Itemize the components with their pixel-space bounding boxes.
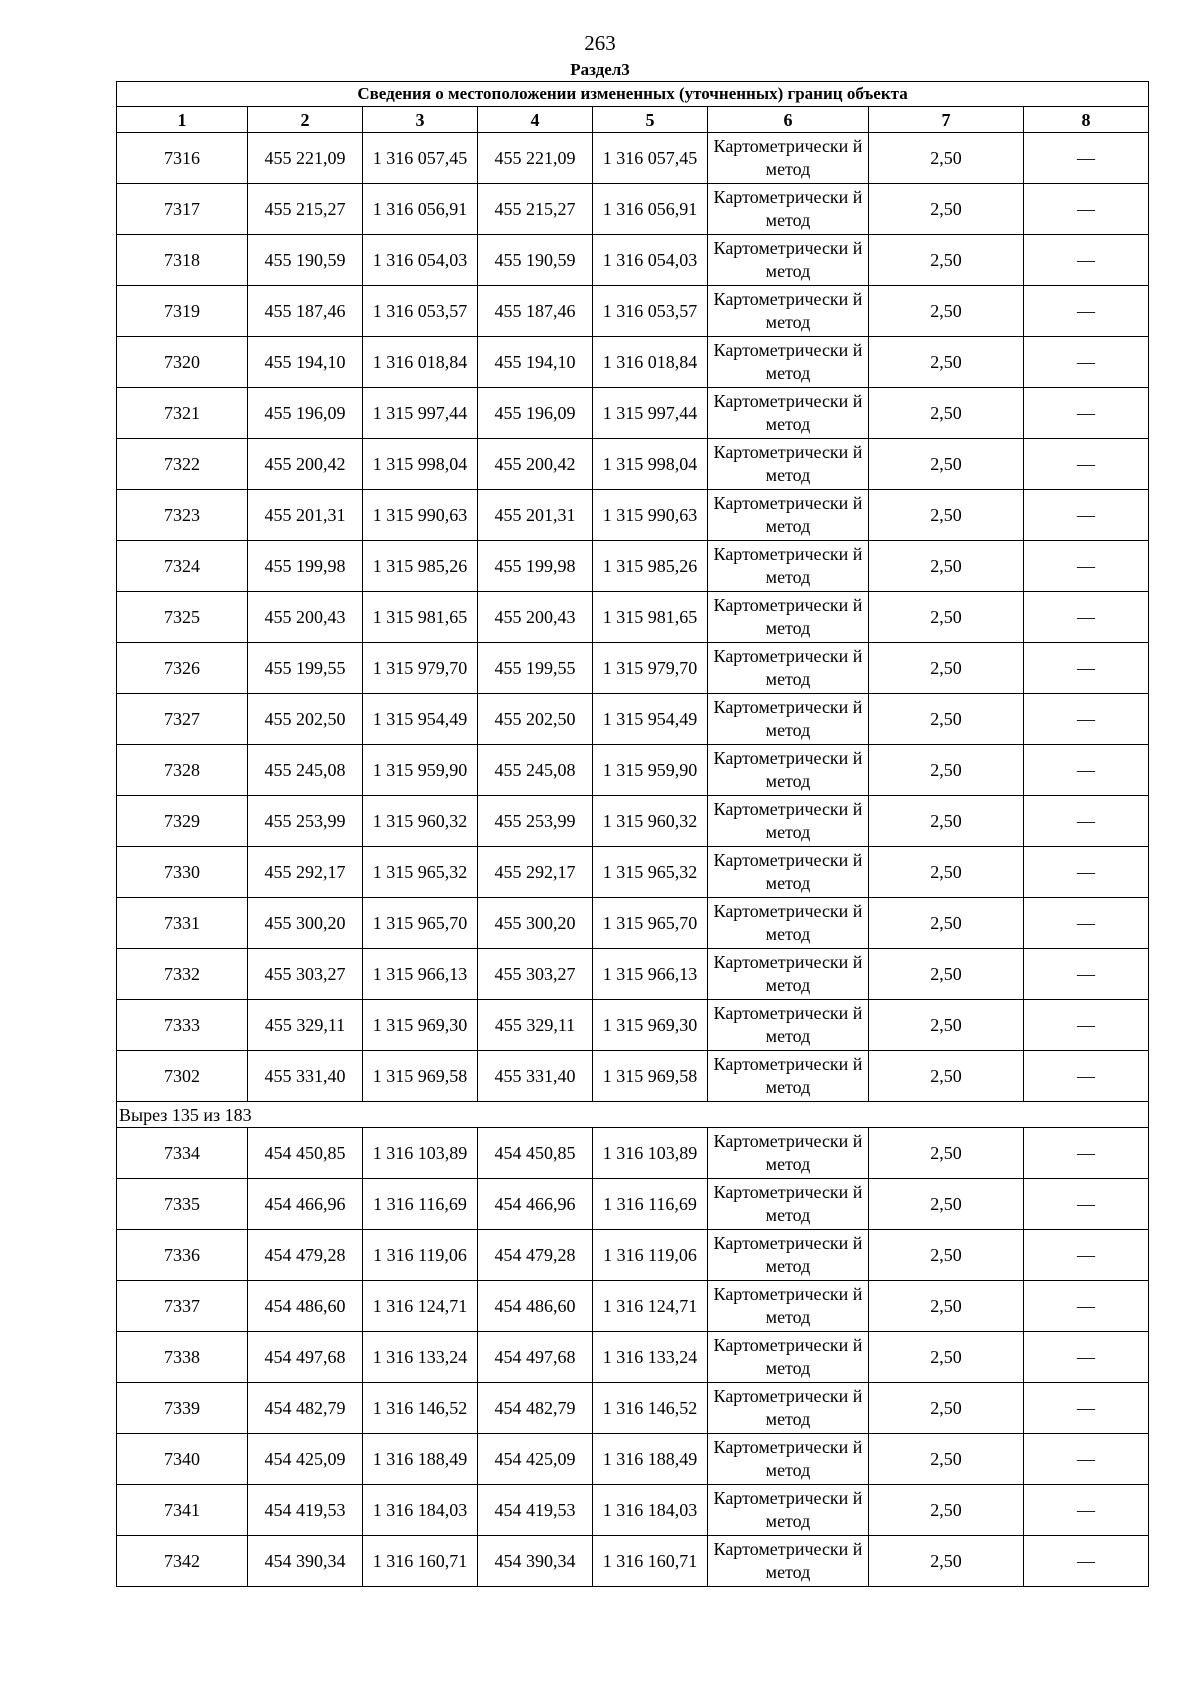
x-old-cell: 454 425,09 (248, 1434, 363, 1485)
accuracy-cell: 2,50 (869, 898, 1024, 949)
accuracy-cell: 2,50 (869, 1536, 1024, 1587)
table-row (117, 949, 1149, 1000)
y-new-cell: 1 315 959,90 (593, 745, 708, 796)
table-row (117, 1332, 1149, 1383)
x-old-cell: 455 329,11 (248, 1000, 363, 1051)
y-new-cell: 1 316 188,49 (593, 1434, 708, 1485)
description-cell: — (1024, 1051, 1149, 1102)
y-new-cell: 1 315 985,26 (593, 541, 708, 592)
description-cell: — (1024, 337, 1149, 388)
table-row (117, 1179, 1149, 1230)
x-old-cell: 455 201,31 (248, 490, 363, 541)
x-old-cell: 455 202,50 (248, 694, 363, 745)
accuracy-cell: 2,50 (869, 1485, 1024, 1536)
point-number-cell: 7330 (117, 847, 248, 898)
x-old-cell: 455 196,09 (248, 388, 363, 439)
accuracy-cell: 2,50 (869, 949, 1024, 1000)
point-number-cell: 7332 (117, 949, 248, 1000)
method-cell: Картометрически й метод (708, 1485, 869, 1536)
method-cell: Картометрически й метод (708, 1383, 869, 1434)
y-new-cell: 1 316 124,71 (593, 1281, 708, 1332)
accuracy-cell: 2,50 (869, 184, 1024, 235)
method-cell: Картометрически й метод (708, 1332, 869, 1383)
accuracy-cell: 2,50 (869, 1383, 1024, 1434)
y-new-cell: 1 316 053,57 (593, 286, 708, 337)
table-row (117, 1434, 1149, 1485)
y-old-cell: 1 316 184,03 (363, 1485, 478, 1536)
method-cell: Картометрически й метод (708, 1179, 869, 1230)
accuracy-cell: 2,50 (869, 1281, 1024, 1332)
accuracy-cell: 2,50 (869, 490, 1024, 541)
y-new-cell: 1 315 997,44 (593, 388, 708, 439)
x-old-cell: 454 390,34 (248, 1536, 363, 1587)
x-old-cell: 454 479,28 (248, 1230, 363, 1281)
y-old-cell: 1 315 981,65 (363, 592, 478, 643)
x-old-cell: 455 200,43 (248, 592, 363, 643)
y-new-cell: 1 315 998,04 (593, 439, 708, 490)
x-new-cell: 454 466,96 (478, 1179, 593, 1230)
description-cell: — (1024, 1000, 1149, 1051)
y-new-cell: 1 316 056,91 (593, 184, 708, 235)
x-old-cell: 455 253,99 (248, 796, 363, 847)
x-new-cell: 454 450,85 (478, 1128, 593, 1179)
x-old-cell: 455 190,59 (248, 235, 363, 286)
description-cell: — (1024, 184, 1149, 235)
accuracy-cell: 2,50 (869, 1179, 1024, 1230)
accuracy-cell: 2,50 (869, 388, 1024, 439)
table-body (117, 133, 1149, 1587)
y-old-cell: 1 316 116,69 (363, 1179, 478, 1230)
point-number-cell: 7316 (117, 133, 248, 184)
y-old-cell: 1 316 054,03 (363, 235, 478, 286)
method-cell: Картометрически й метод (708, 1128, 869, 1179)
y-new-cell: 1 315 966,13 (593, 949, 708, 1000)
column-header: 3 (363, 107, 478, 133)
accuracy-cell: 2,50 (869, 439, 1024, 490)
x-new-cell: 455 201,31 (478, 490, 593, 541)
x-new-cell: 455 300,20 (478, 898, 593, 949)
accuracy-cell: 2,50 (869, 592, 1024, 643)
point-number-cell: 7337 (117, 1281, 248, 1332)
accuracy-cell: 2,50 (869, 1000, 1024, 1051)
method-cell: Картометрически й метод (708, 388, 869, 439)
x-old-cell: 455 194,10 (248, 337, 363, 388)
y-old-cell: 1 315 969,30 (363, 1000, 478, 1051)
method-cell: Картометрически й метод (708, 133, 869, 184)
y-new-cell: 1 316 057,45 (593, 133, 708, 184)
x-new-cell: 454 425,09 (478, 1434, 593, 1485)
table-row (117, 847, 1149, 898)
accuracy-cell: 2,50 (869, 133, 1024, 184)
x-old-cell: 455 303,27 (248, 949, 363, 1000)
x-old-cell: 455 292,17 (248, 847, 363, 898)
table-row (117, 592, 1149, 643)
accuracy-cell: 2,50 (869, 847, 1024, 898)
y-new-cell: 1 315 965,70 (593, 898, 708, 949)
table-row (117, 1051, 1149, 1102)
y-new-cell: 1 316 119,06 (593, 1230, 708, 1281)
x-new-cell: 454 419,53 (478, 1485, 593, 1536)
x-old-cell: 454 486,60 (248, 1281, 363, 1332)
point-number-cell: 7324 (117, 541, 248, 592)
y-new-cell: 1 315 954,49 (593, 694, 708, 745)
point-number-cell: 7333 (117, 1000, 248, 1051)
x-new-cell: 455 221,09 (478, 133, 593, 184)
accuracy-cell: 2,50 (869, 796, 1024, 847)
column-header: 2 (248, 107, 363, 133)
group-label: Вырез 135 из 183 (117, 1102, 1149, 1128)
description-cell: — (1024, 439, 1149, 490)
x-new-cell: 455 199,98 (478, 541, 593, 592)
table-row (117, 1128, 1149, 1179)
y-old-cell: 1 316 056,91 (363, 184, 478, 235)
x-new-cell: 455 196,09 (478, 388, 593, 439)
x-new-cell: 454 482,79 (478, 1383, 593, 1434)
point-number-cell: 7318 (117, 235, 248, 286)
x-old-cell: 455 221,09 (248, 133, 363, 184)
section-title: Раздел3 (570, 60, 630, 79)
accuracy-cell: 2,50 (869, 694, 1024, 745)
table-row (117, 286, 1149, 337)
table-row (117, 1230, 1149, 1281)
table-row (117, 1383, 1149, 1434)
point-number-cell: 7329 (117, 796, 248, 847)
description-cell: — (1024, 286, 1149, 337)
x-new-cell: 455 200,43 (478, 592, 593, 643)
description-cell: — (1024, 592, 1149, 643)
x-new-cell: 455 215,27 (478, 184, 593, 235)
description-cell: — (1024, 949, 1149, 1000)
method-cell: Картометрически й метод (708, 949, 869, 1000)
y-new-cell: 1 315 990,63 (593, 490, 708, 541)
description-cell: — (1024, 643, 1149, 694)
method-cell: Картометрически й метод (708, 490, 869, 541)
point-number-cell: 7339 (117, 1383, 248, 1434)
group-row (117, 1102, 1149, 1128)
description-cell: — (1024, 490, 1149, 541)
y-new-cell: 1 316 133,24 (593, 1332, 708, 1383)
description-cell: — (1024, 1281, 1149, 1332)
table-row (117, 1485, 1149, 1536)
description-cell: — (1024, 541, 1149, 592)
x-new-cell: 455 200,42 (478, 439, 593, 490)
method-cell: Картометрически й метод (708, 235, 869, 286)
method-cell: Картометрически й метод (708, 1434, 869, 1485)
method-cell: Картометрически й метод (708, 898, 869, 949)
accuracy-cell: 2,50 (869, 337, 1024, 388)
x-old-cell: 455 200,42 (248, 439, 363, 490)
description-cell: — (1024, 388, 1149, 439)
accuracy-cell: 2,50 (869, 235, 1024, 286)
description-cell: — (1024, 796, 1149, 847)
y-new-cell: 1 316 116,69 (593, 1179, 708, 1230)
method-cell: Картометрически й метод (708, 745, 869, 796)
accuracy-cell: 2,50 (869, 1230, 1024, 1281)
x-new-cell: 455 329,11 (478, 1000, 593, 1051)
point-number-cell: 7325 (117, 592, 248, 643)
point-number-cell: 7334 (117, 1128, 248, 1179)
description-cell: — (1024, 1485, 1149, 1536)
table-row (117, 490, 1149, 541)
description-cell: — (1024, 1230, 1149, 1281)
x-new-cell: 455 202,50 (478, 694, 593, 745)
point-number-cell: 7336 (117, 1230, 248, 1281)
table-row (117, 643, 1149, 694)
description-cell: — (1024, 133, 1149, 184)
column-header: 4 (478, 107, 593, 133)
column-header: 8 (1024, 107, 1149, 133)
x-old-cell: 455 300,20 (248, 898, 363, 949)
point-number-cell: 7321 (117, 388, 248, 439)
y-new-cell: 1 316 054,03 (593, 235, 708, 286)
point-number-cell: 7320 (117, 337, 248, 388)
x-old-cell: 454 450,85 (248, 1128, 363, 1179)
table-row (117, 541, 1149, 592)
point-number-cell: 7340 (117, 1434, 248, 1485)
accuracy-cell: 2,50 (869, 541, 1024, 592)
y-old-cell: 1 315 985,26 (363, 541, 478, 592)
x-new-cell: 454 390,34 (478, 1536, 593, 1587)
y-new-cell: 1 316 160,71 (593, 1536, 708, 1587)
table-row (117, 184, 1149, 235)
accuracy-cell: 2,50 (869, 286, 1024, 337)
point-number-cell: 7335 (117, 1179, 248, 1230)
y-new-cell: 1 315 979,70 (593, 643, 708, 694)
description-cell: — (1024, 898, 1149, 949)
table-row (117, 745, 1149, 796)
y-old-cell: 1 315 960,32 (363, 796, 478, 847)
description-cell: — (1024, 235, 1149, 286)
x-old-cell: 454 497,68 (248, 1332, 363, 1383)
point-number-cell: 7328 (117, 745, 248, 796)
accuracy-cell: 2,50 (869, 1128, 1024, 1179)
y-new-cell: 1 315 969,58 (593, 1051, 708, 1102)
y-old-cell: 1 316 124,71 (363, 1281, 478, 1332)
table-row (117, 1000, 1149, 1051)
description-cell: — (1024, 1383, 1149, 1434)
y-old-cell: 1 316 053,57 (363, 286, 478, 337)
point-number-cell: 7326 (117, 643, 248, 694)
method-cell: Картометрически й метод (708, 337, 869, 388)
point-number-cell: 7341 (117, 1485, 248, 1536)
x-new-cell: 455 331,40 (478, 1051, 593, 1102)
method-cell: Картометрически й метод (708, 1536, 869, 1587)
y-old-cell: 1 316 146,52 (363, 1383, 478, 1434)
method-cell: Картометрически й метод (708, 592, 869, 643)
y-old-cell: 1 316 133,24 (363, 1332, 478, 1383)
point-number-cell: 7342 (117, 1536, 248, 1587)
description-cell: — (1024, 1179, 1149, 1230)
table-row (117, 388, 1149, 439)
accuracy-cell: 2,50 (869, 1332, 1024, 1383)
accuracy-cell: 2,50 (869, 1434, 1024, 1485)
table-row (117, 1281, 1149, 1332)
x-new-cell: 454 479,28 (478, 1230, 593, 1281)
method-cell: Картометрически й метод (708, 1281, 869, 1332)
method-cell: Картометрически й метод (708, 439, 869, 490)
table-row (117, 796, 1149, 847)
x-old-cell: 454 419,53 (248, 1485, 363, 1536)
y-old-cell: 1 315 966,13 (363, 949, 478, 1000)
x-old-cell: 455 331,40 (248, 1051, 363, 1102)
accuracy-cell: 2,50 (869, 745, 1024, 796)
description-cell: — (1024, 694, 1149, 745)
x-new-cell: 455 292,17 (478, 847, 593, 898)
table-row (117, 235, 1149, 286)
method-cell: Картометрически й метод (708, 286, 869, 337)
x-new-cell: 455 187,46 (478, 286, 593, 337)
y-old-cell: 1 315 979,70 (363, 643, 478, 694)
y-old-cell: 1 316 188,49 (363, 1434, 478, 1485)
description-cell: — (1024, 1434, 1149, 1485)
y-old-cell: 1 315 990,63 (363, 490, 478, 541)
y-old-cell: 1 316 057,45 (363, 133, 478, 184)
x-new-cell: 455 190,59 (478, 235, 593, 286)
column-header: 7 (869, 107, 1024, 133)
table-row (117, 133, 1149, 184)
x-old-cell: 455 187,46 (248, 286, 363, 337)
description-cell: — (1024, 745, 1149, 796)
y-old-cell: 1 315 954,49 (363, 694, 478, 745)
y-new-cell: 1 316 103,89 (593, 1128, 708, 1179)
description-cell: — (1024, 1128, 1149, 1179)
accuracy-cell: 2,50 (869, 643, 1024, 694)
method-cell: Картометрически й метод (708, 643, 869, 694)
page-number: 263 (584, 31, 616, 55)
table-row (117, 898, 1149, 949)
y-new-cell: 1 316 146,52 (593, 1383, 708, 1434)
point-number-cell: 7338 (117, 1332, 248, 1383)
y-new-cell: 1 315 965,32 (593, 847, 708, 898)
column-header-row (117, 107, 1149, 133)
table-row (117, 439, 1149, 490)
method-cell: Картометрически й метод (708, 694, 869, 745)
description-cell: — (1024, 847, 1149, 898)
point-number-cell: 7327 (117, 694, 248, 745)
point-number-cell: 7323 (117, 490, 248, 541)
table-caption: Сведения о местоположении измененных (уточненных) границ объекта (117, 82, 1149, 107)
method-cell: Картометрически й метод (708, 184, 869, 235)
y-old-cell: 1 316 160,71 (363, 1536, 478, 1587)
point-number-cell: 7322 (117, 439, 248, 490)
method-cell: Картометрически й метод (708, 1230, 869, 1281)
x-old-cell: 455 199,98 (248, 541, 363, 592)
x-new-cell: 454 497,68 (478, 1332, 593, 1383)
y-old-cell: 1 315 969,58 (363, 1051, 478, 1102)
description-cell: — (1024, 1536, 1149, 1587)
point-number-cell: 7317 (117, 184, 248, 235)
y-new-cell: 1 316 184,03 (593, 1485, 708, 1536)
y-new-cell: 1 315 969,30 (593, 1000, 708, 1051)
column-header: 5 (593, 107, 708, 133)
x-old-cell: 455 215,27 (248, 184, 363, 235)
y-old-cell: 1 315 959,90 (363, 745, 478, 796)
method-cell: Картометрически й метод (708, 796, 869, 847)
method-cell: Картометрически й метод (708, 1051, 869, 1102)
x-old-cell: 454 482,79 (248, 1383, 363, 1434)
point-number-cell: 7302 (117, 1051, 248, 1102)
method-cell: Картометрически й метод (708, 847, 869, 898)
table-row (117, 1536, 1149, 1587)
column-header: 6 (708, 107, 869, 133)
x-new-cell: 454 486,60 (478, 1281, 593, 1332)
y-old-cell: 1 315 965,32 (363, 847, 478, 898)
y-old-cell: 1 315 998,04 (363, 439, 478, 490)
point-number-cell: 7331 (117, 898, 248, 949)
table-row (117, 337, 1149, 388)
y-old-cell: 1 315 965,70 (363, 898, 478, 949)
x-old-cell: 454 466,96 (248, 1179, 363, 1230)
accuracy-cell: 2,50 (869, 1051, 1024, 1102)
point-number-cell: 7319 (117, 286, 248, 337)
y-old-cell: 1 316 018,84 (363, 337, 478, 388)
x-old-cell: 455 245,08 (248, 745, 363, 796)
method-cell: Картометрически й метод (708, 1000, 869, 1051)
coordinates-table (116, 81, 1149, 1587)
x-old-cell: 455 199,55 (248, 643, 363, 694)
y-new-cell: 1 316 018,84 (593, 337, 708, 388)
y-old-cell: 1 316 103,89 (363, 1128, 478, 1179)
x-new-cell: 455 245,08 (478, 745, 593, 796)
method-cell: Картометрически й метод (708, 541, 869, 592)
y-old-cell: 1 316 119,06 (363, 1230, 478, 1281)
y-new-cell: 1 315 981,65 (593, 592, 708, 643)
column-header: 1 (117, 107, 248, 133)
y-old-cell: 1 315 997,44 (363, 388, 478, 439)
description-cell: — (1024, 1332, 1149, 1383)
x-new-cell: 455 253,99 (478, 796, 593, 847)
table-row (117, 694, 1149, 745)
y-new-cell: 1 315 960,32 (593, 796, 708, 847)
x-new-cell: 455 199,55 (478, 643, 593, 694)
x-new-cell: 455 194,10 (478, 337, 593, 388)
x-new-cell: 455 303,27 (478, 949, 593, 1000)
